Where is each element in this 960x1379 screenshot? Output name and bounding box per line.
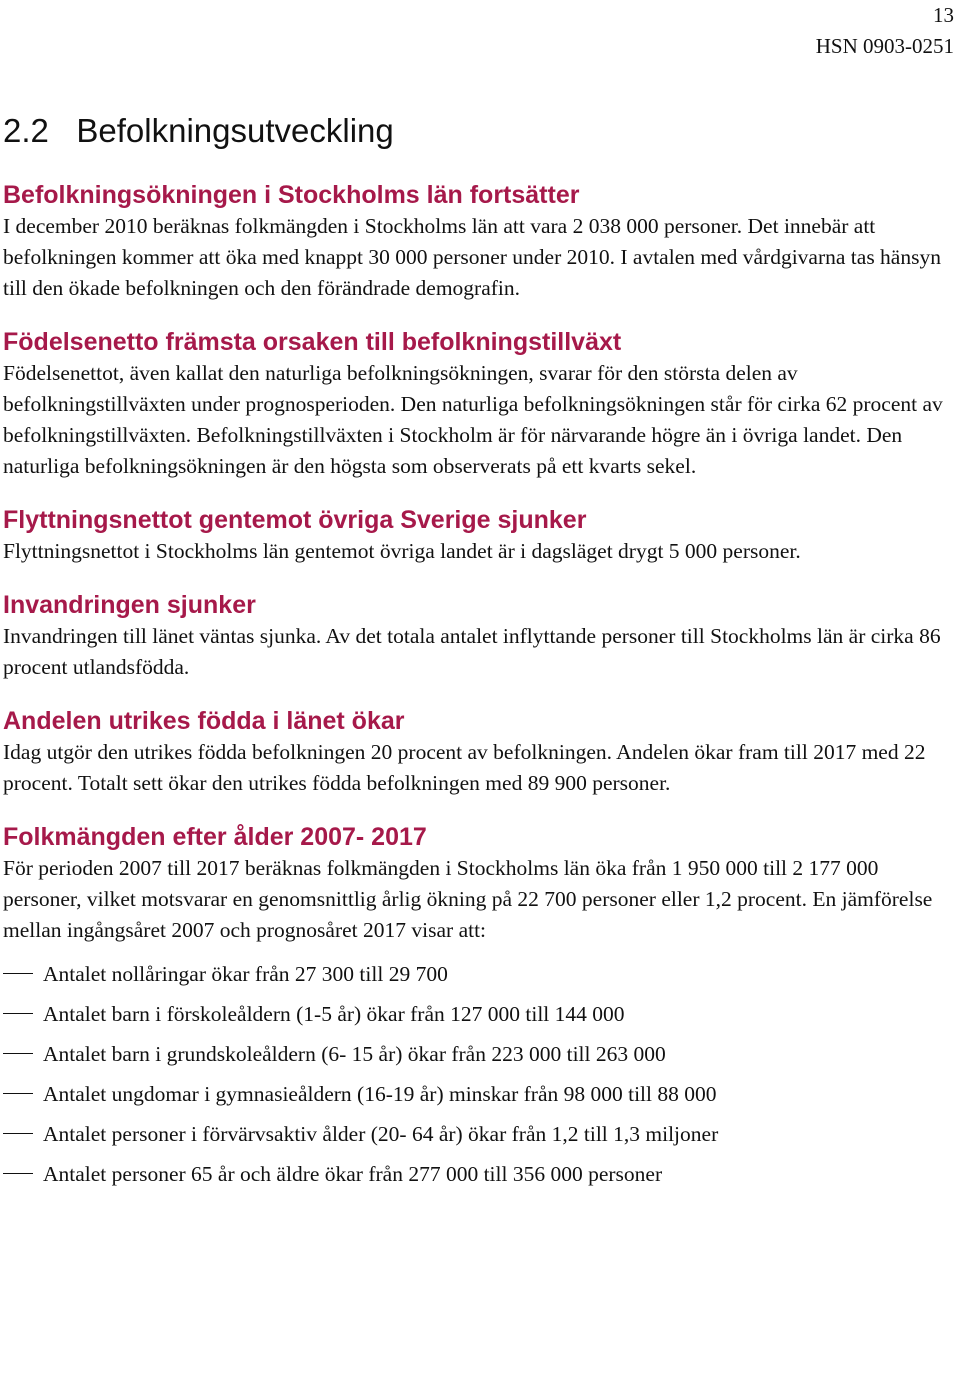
dash-bullet-icon <box>3 1173 33 1174</box>
dash-bullet-icon <box>3 1053 33 1054</box>
section-heading: Födelsenetto främsta orsaken till befolkningstillväxt <box>3 328 622 356</box>
section-birth-surplus <box>3 326 955 482</box>
list-item <box>3 1074 955 1114</box>
list-item-text: Antalet barn i förskoleåldern (1-5 år) ökar från 127 000 till 144 000 <box>43 1002 625 1026</box>
section-population-by-age <box>3 821 955 946</box>
list-item-text: Antalet personer 65 år och äldre ökar från 277 000 till 356 000 personer <box>43 1162 663 1186</box>
section-paragraph: I december 2010 beräknas folkmängden i Stockholms län att vara 2 038 000 personer. Det innebär att befolkningen kommer att öka med knappt 30 000 personer under 2010. I avtalen med vårdgivarna tas hänsyn till den ökade befolkningen och den förändrade demografin. <box>3 214 941 300</box>
list-item-text: Antalet ungdomar i gymnasieåldern (16-19 år) minskar från 98 000 till 88 000 <box>43 1082 717 1106</box>
section-heading: Folkmängden efter ålder 2007- 2017 <box>3 823 427 851</box>
section-paragraph: Invandringen till länet väntas sjunka. Av det totala antalet inflyttande personer till Stockholms län är cirka 86 procent utlandsfödda. <box>3 624 941 679</box>
section-title: 2.2 Befolkningsutveckling <box>3 112 394 149</box>
list-item-text: Antalet nollåringar ökar från 27 300 till 29 700 <box>43 962 448 986</box>
age-comparison-list <box>3 954 955 1194</box>
list-item <box>3 1154 955 1194</box>
document-id: HSN 0903-0251 <box>815 34 954 58</box>
list-item <box>3 1034 955 1074</box>
section-paragraph: Idag utgör den utrikes födda befolkningen 20 procent av befolkningen. Andelen ökar fram till 2017 med 22 procent. Totalt sett ökar den utrikes födda befolkningen med 89 900 personer. <box>3 740 926 795</box>
page-header <box>816 0 954 62</box>
list-item-text: Antalet barn i grundskoleåldern (6- 15 år) ökar från 223 000 till 263 000 <box>43 1042 666 1066</box>
dash-bullet-icon <box>3 973 33 974</box>
document-body <box>3 179 955 1194</box>
dash-bullet-icon <box>3 1093 33 1094</box>
dash-bullet-icon <box>3 1133 33 1134</box>
list-item <box>3 1114 955 1154</box>
section-population-growth <box>3 179 955 304</box>
dash-bullet-icon <box>3 1013 33 1014</box>
section-heading: Flyttningsnettot gentemot övriga Sverige sjunker <box>3 506 587 534</box>
section-heading: Invandringen sjunker <box>3 591 256 619</box>
section-heading: Befolkningsökningen i Stockholms län fortsätter <box>3 181 580 209</box>
list-item <box>3 994 955 1034</box>
list-item <box>3 954 955 994</box>
section-migration-net <box>3 504 955 567</box>
list-item-text: Antalet personer i förvärvsaktiv ålder (20- 64 år) ökar från 1,2 till 1,3 miljoner <box>43 1122 719 1146</box>
section-foreign-born <box>3 705 955 799</box>
section-paragraph: Födelsenettot, även kallat den naturliga befolkningsökningen, svarar för den största delen av befolkningstillväxten under prognosperioden. Den naturliga befolkningsökningen står för cirka 62 procent av befolkningstillväxten. Befolkningstillväxten i Stockholm är för närvarande högre än i övriga landet. Den naturliga befolkningsökningen är den högsta som observerats på ett kvarts sekel. <box>3 361 943 478</box>
section-heading: Andelen utrikes födda i länet ökar <box>3 707 405 735</box>
section-immigration <box>3 589 955 683</box>
page-number: 13 <box>933 3 954 27</box>
section-paragraph: För perioden 2007 till 2017 beräknas folkmängden i Stockholms län öka från 1 950 000 till 2 177 000 personer, vilket motsvarar en genomsnittlig årlig ökning på 22 700 personer eller 1,2 procent. En jämförelse mellan ingångsåret 2007 och prognosåret 2017 visar att: <box>3 856 933 942</box>
section-paragraph: Flyttningsnettot i Stockholms län gentemot övriga landet är i dagsläget drygt 5 000 personer. <box>3 539 801 563</box>
